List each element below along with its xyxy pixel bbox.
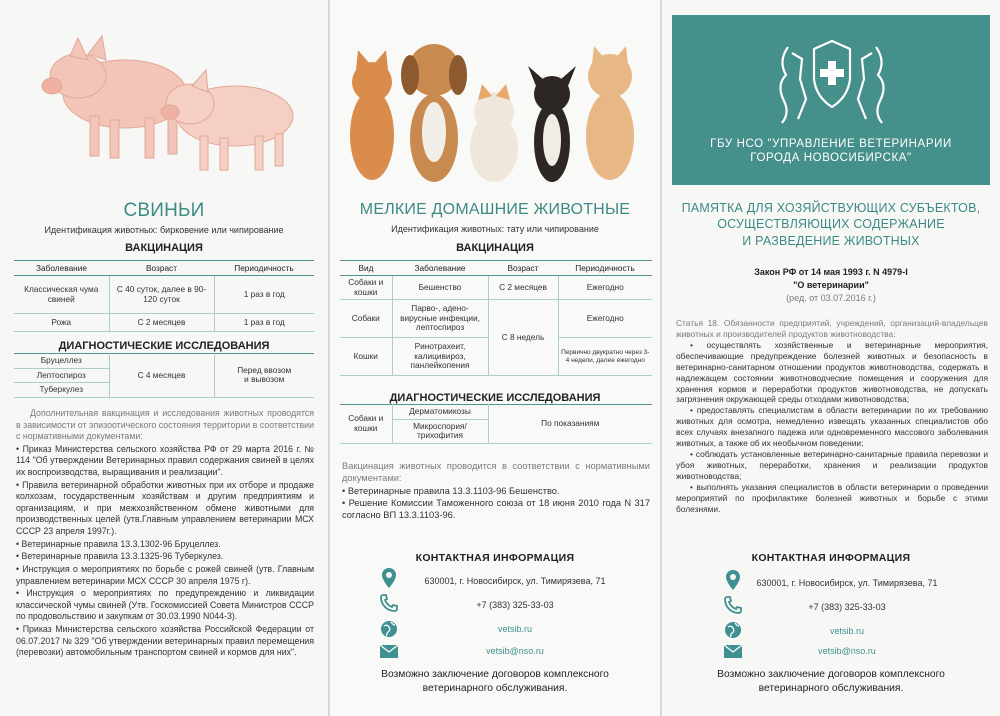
- cell-disease: Классическая чума свиней: [14, 276, 109, 314]
- col-header: Периодичность: [214, 261, 314, 276]
- memo-point: • осуществлять хозяйственные и ветеринарные мероприятия, обеспечивающие предупреждение болезней животных и безопасность в ветеринарно-санитарном отношении продуктов животноводства, содержать в надлежащем состоянии животноводческие помещения и сооружения для хранения кормов и переработки продуктов животноводства, не допускать загрязнения окружающей среды отходами животноводства;: [676, 339, 988, 405]
- pets-identification: Идентификация животных: тату или чипирование: [391, 224, 599, 234]
- col-header: Заболевание: [14, 261, 109, 276]
- doc-item: • Ветеринарные правила 13.3.1103-96 Бешенство.: [342, 485, 560, 496]
- contacts-address: 630001, г. Новосибирск, ул. Тимирязева, 71: [756, 578, 938, 588]
- pigs-title: СВИНЬИ: [123, 200, 205, 221]
- cell-species: Собаки и кошки: [340, 405, 392, 444]
- contacts-title: КОНТАКТНАЯ ИНФОРМАЦИЯ: [415, 552, 575, 564]
- pets-documents: [342, 460, 650, 521]
- cell-period: 1 раз в год: [214, 276, 314, 314]
- pigs-vacc-table: [14, 260, 314, 332]
- cell-age: С 40 суток, далее в 90-120 суток: [109, 276, 214, 314]
- cell-period: Первично двукратно через 3-4 недели, далее ежегодно: [558, 338, 652, 376]
- contacts-footer: Возможно заключение договоров комплексного ветеринарного обслуживания.: [381, 669, 609, 695]
- memo-contacts: [662, 548, 1000, 716]
- table-row: [14, 276, 314, 314]
- pigs-panel: [0, 0, 328, 716]
- law-title: Закон РФ от 14 мая 1993 г. N 4979-I: [754, 267, 908, 277]
- cell-age: С 2 месяцев: [488, 276, 558, 300]
- memo-point: • выполнять указания специалистов в области ветеринарии о проведении мероприятий по профилактике болезней животных и борьбе с этими болезнями.: [676, 481, 988, 514]
- memo-point: • предоставлять специалистам в области ветеринарии по их требованию животных для осмотра, немедленно извещать указанных специалистов обо всех случаях внезапного падежа или одновременного массового заболевания животных, а также об их необычном поведении;: [676, 405, 988, 449]
- coat-of-arms-logo: [772, 39, 892, 125]
- contacts-address: 630001, г. Новосибирск, ул. Тимирязева, 71: [424, 576, 606, 586]
- pets-vacc-table: [340, 260, 652, 376]
- table-row: [14, 314, 314, 332]
- pets-vacc-title: ВАКЦИНАЦИЯ: [456, 242, 534, 254]
- cell-species: Кошки: [340, 338, 392, 376]
- cell-age: С 2 месяцев: [109, 314, 214, 332]
- pigs-image: [30, 24, 300, 174]
- pets-image: [344, 20, 644, 185]
- pigs-diag-title: ДИАГНОСТИЧЕСКИЕ ИССЛЕДОВАНИЯ: [58, 340, 270, 352]
- law-edition: (ред. от 03.07.2016 г.): [786, 293, 876, 304]
- table-row: [14, 354, 314, 369]
- contacts-title: КОНТАКТНАЯ ИНФОРМАЦИЯ: [751, 552, 911, 564]
- cell-age: С 8 недель: [488, 300, 558, 376]
- pigs-diag-table: [14, 353, 314, 398]
- table-row: [340, 300, 652, 338]
- col-header: Периодичность: [558, 261, 652, 276]
- cell-species: Собаки и кошки: [340, 276, 392, 300]
- cell-period: По показаниям: [488, 405, 652, 444]
- cell-period: Ежегодно: [558, 276, 652, 300]
- doc-item: • Приказ Министерства сельского хозяйства РФ от 29 марта 2016 г. № 114 "Об утверждении Ветеринарных правил содержания свиней в целях их воспроизводства, выращивания и реализации".: [16, 443, 314, 478]
- memo-title: ПАМЯТКА ДЛЯ ХОЗЯЙСТВУЮЩИХ СУБЪЕКТОВ, ОСУЩЕСТВЛЯЮЩИХ СОДЕРЖАНИЕ И РАЗВЕДЕНИЕ ЖИВОТНЫХ: [681, 201, 981, 248]
- contacts-footer: Возможно заключение договоров комплексного ветеринарного обслуживания.: [717, 669, 945, 695]
- cell-disease: Туберкулез: [14, 383, 109, 398]
- cell-disease: Бруцеллез: [14, 354, 109, 369]
- cell-age: С 4 месяцев: [109, 354, 214, 398]
- pets-panel: [330, 0, 660, 716]
- cell-period: Ежегодно: [558, 300, 652, 338]
- doc-item: • Ветеринарные правила 13.3.1302-96 Бруцеллез.: [16, 538, 221, 549]
- table-row: [340, 276, 652, 300]
- cell-disease: Ринотрахеит, калицивироз, панлейкопения: [392, 338, 488, 376]
- contacts-email[interactable]: vetsib@nso.ru: [818, 646, 876, 656]
- pets-intro: Вакцинация животных проводится в соответствии с нормативными документами:: [342, 461, 650, 484]
- doc-item: • Ветеринарные правила 13.3.1325-96 Туберкулез.: [16, 551, 224, 562]
- col-header: Возраст: [109, 261, 214, 276]
- cell-disease: Микроспория/ трихофития: [392, 419, 488, 443]
- memo-body: [676, 318, 988, 515]
- contacts-email[interactable]: vetsib@nso.ru: [486, 646, 544, 656]
- cell-disease: Рожа: [14, 314, 109, 332]
- pigs-identification: Идентификация животных: бирковение или чипирование: [44, 225, 284, 235]
- pets-contacts: [330, 548, 660, 716]
- org-name: ГБУ НСО "УПРАВЛЕНИЕ ВЕТЕРИНАРИИ ГОРОДА НОВОСИБИРСКА": [710, 138, 952, 165]
- cell-disease: Парво-, адено-вирусные инфекции, лептоспироз: [392, 300, 488, 338]
- memo-article: Статья 18. Обязанности предприятий, учреждений, организаций-владельцев животных и производителей продуктов животноводства:: [676, 318, 988, 339]
- cell-species: Собаки: [340, 300, 392, 338]
- cell-period: 1 раз в год: [214, 314, 314, 332]
- memo-point: • соблюдать установленные ветеринарно-санитарные правила перевозки и убоя животных, переработки, хранения и реализации продуктов животноводства;: [676, 449, 989, 481]
- pigs-documents: [16, 408, 314, 660]
- cell-disease: Дерматомикозы: [392, 405, 488, 420]
- contacts-phone[interactable]: +7 (383) 325-33-03: [808, 602, 886, 612]
- law-name: "О ветеринарии": [793, 280, 869, 291]
- contacts-website[interactable]: vetsib.ru: [829, 626, 864, 636]
- pigs-intro: Дополнительная вакцинация и исследования животных проводятся в зависимости от эпизоотического состояния территории в соответствии с нормативными документами:: [16, 408, 314, 442]
- pets-diag-title: ДИАГНОСТИЧЕСКИЕ ИССЛЕДОВАНИЯ: [389, 392, 601, 404]
- doc-item: • Приказ Министерства сельского хозяйства Российской Федерации от 06.07.2017 № 329 "Об утверждении ветеринарных правил перемещения (перевозки) автомобильным транспортом свиней и кормов для них".: [16, 623, 315, 658]
- contacts-phone[interactable]: +7 (383) 325-33-03: [476, 600, 554, 610]
- col-header: Вид: [340, 261, 392, 276]
- doc-item: • Инструкция о мероприятиях по предупреждению и ликвидации классической чумы свиней (Утв. Госкомиссией Совета Министров СССР по продовольствию и закупкам от 30.03.1990 N044-3).: [16, 588, 314, 622]
- cell-disease: Бешенство: [392, 276, 488, 300]
- cell-period: Перед ввозом и вывозом: [214, 354, 314, 398]
- law-reference: [662, 266, 1000, 305]
- cell-disease: Лептоспироз: [14, 368, 109, 383]
- pigs-vacc-title: ВАКЦИНАЦИЯ: [125, 242, 203, 254]
- doc-item: • Решение Комиссии Таможенного союза от 18 июня 2010 года N 317 согласно ВП 13.3.1103-96.: [342, 497, 650, 521]
- doc-item: • Инструкция о мероприятиях по борьбе с рожей свиней (утв. Главным управлением ветеринарии МСХ СССР 30 апреля 1975 г).: [16, 563, 314, 586]
- pets-diag-table: [340, 404, 652, 444]
- doc-item: • Правила ветеринарной обработки животных при их отборе и продаже колхозам, государственным хозяйствам и другим предприятиям и организациям, и при межхозяйственном обмене животными для производственных целей (утв.Главным управлением ветеринарии МСХ СССР 23 апреля 1997г.).: [16, 479, 314, 537]
- contacts-website[interactable]: vetsib.ru: [497, 624, 532, 634]
- col-header: Возраст: [488, 261, 558, 276]
- col-header: Заболевание: [392, 261, 488, 276]
- table-row: [340, 405, 652, 420]
- pets-title: МЕЛКИЕ ДОМАШНИЕ ЖИВОТНЫЕ: [359, 201, 631, 218]
- memo-panel: [662, 0, 1000, 716]
- header-band: [672, 15, 990, 185]
